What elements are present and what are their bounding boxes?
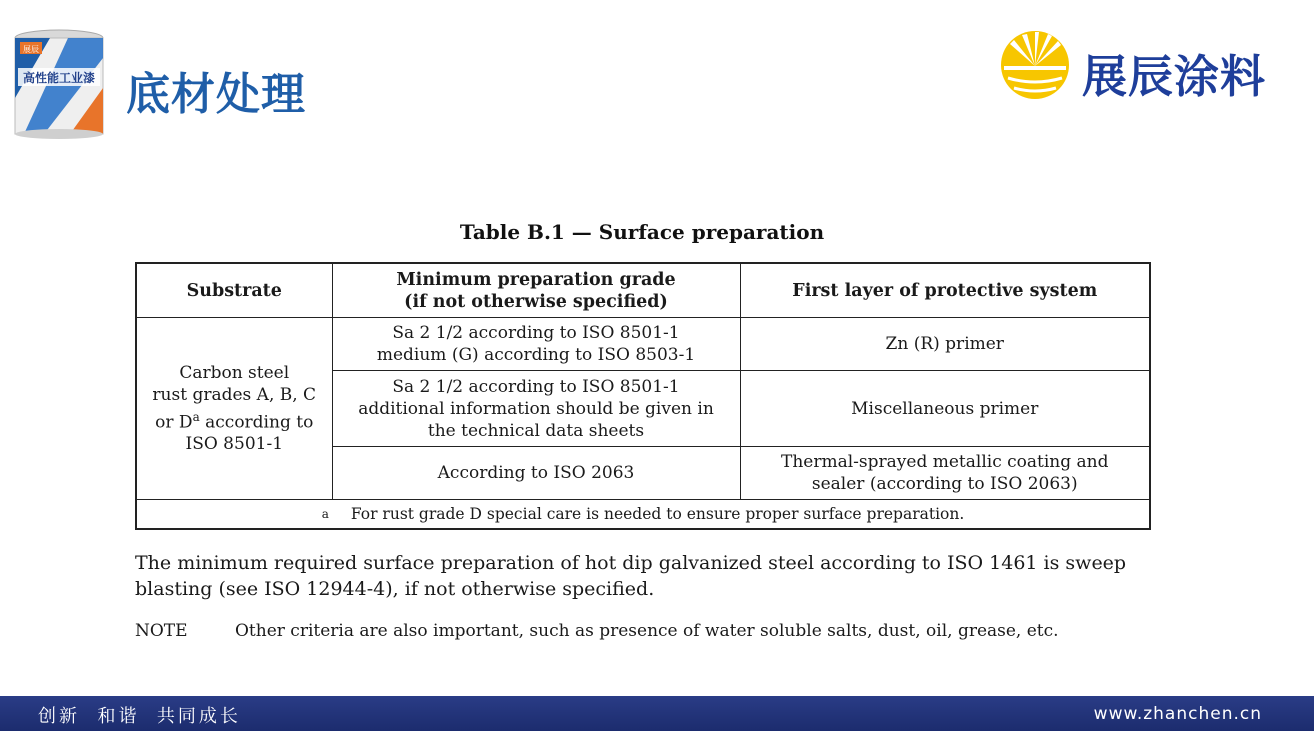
substrate-line2: rust grades A, B, C <box>152 384 317 405</box>
note <box>135 621 1155 641</box>
table-footnote-row <box>136 500 1150 530</box>
paint-can-image <box>10 28 108 140</box>
header-min-grade-line2: (if not otherwise specified) <box>404 291 668 312</box>
substrate-line1: Carbon steel <box>179 362 290 383</box>
brand-logo-icon <box>1000 30 1070 100</box>
footnote-ref: a <box>192 409 200 424</box>
footnote-marker: a <box>321 507 329 521</box>
note-text: Other criteria are also important, such as presence of water soluble salts, dust, oil, grease, etc. <box>235 621 1059 641</box>
layer-cell: Thermal-sprayed metallic coating and sealer (according to ISO 2063) <box>740 447 1150 500</box>
header-substrate: Substrate <box>136 263 332 318</box>
substrate-line3: or $D^a$ according to <box>155 409 314 433</box>
body-paragraph: The minimum required surface preparation of hot dip galvanized steel according to ISO 1461 is sweep blasting (see ISO 12944-4), if not otherwise specified. <box>135 552 1127 600</box>
grade-cell: According to ISO 2063 <box>332 447 740 500</box>
header-first-layer: First layer of protective system <box>740 263 1150 318</box>
footnote-text: For rust grade D special care is needed to ensure proper surface preparation. <box>350 505 965 523</box>
layer-cell: Miscellaneous primer <box>740 371 1150 447</box>
header-min-grade-line1: Minimum preparation grade <box>396 269 676 290</box>
grade-cell: Sa 2 1/2 according to ISO 8501-1 additional information should be given in the technical data sheets <box>332 371 740 447</box>
header-min-grade <box>332 263 740 318</box>
can-badge: 展辰 <box>23 45 39 54</box>
grade-cell: Sa 2 1/2 according to ISO 8501-1 medium (G) according to ISO 8503-1 <box>332 318 740 371</box>
layer-cell: Zn (R) primer <box>740 318 1150 371</box>
substrate-line4: ISO 8501-1 <box>185 434 284 455</box>
footer-bar <box>0 696 1314 731</box>
footer-website: www.zhanchen.cn <box>1093 704 1262 724</box>
surface-preparation-table <box>135 262 1151 530</box>
note-label: NOTE <box>135 621 188 641</box>
page-title: 底材处理 <box>126 69 306 120</box>
table-header-row <box>136 263 1150 318</box>
product-label: 高性能工业漆 <box>22 71 96 85</box>
substrate-cell <box>136 318 332 500</box>
table-row <box>136 318 1150 371</box>
table-footnote <box>136 500 1150 530</box>
table-caption: Table B.1 — Surface preparation <box>459 220 825 244</box>
footer-slogan: 创新 和谐 共同成长 <box>38 706 241 727</box>
brand-name: 展辰涂料 <box>1082 50 1267 103</box>
